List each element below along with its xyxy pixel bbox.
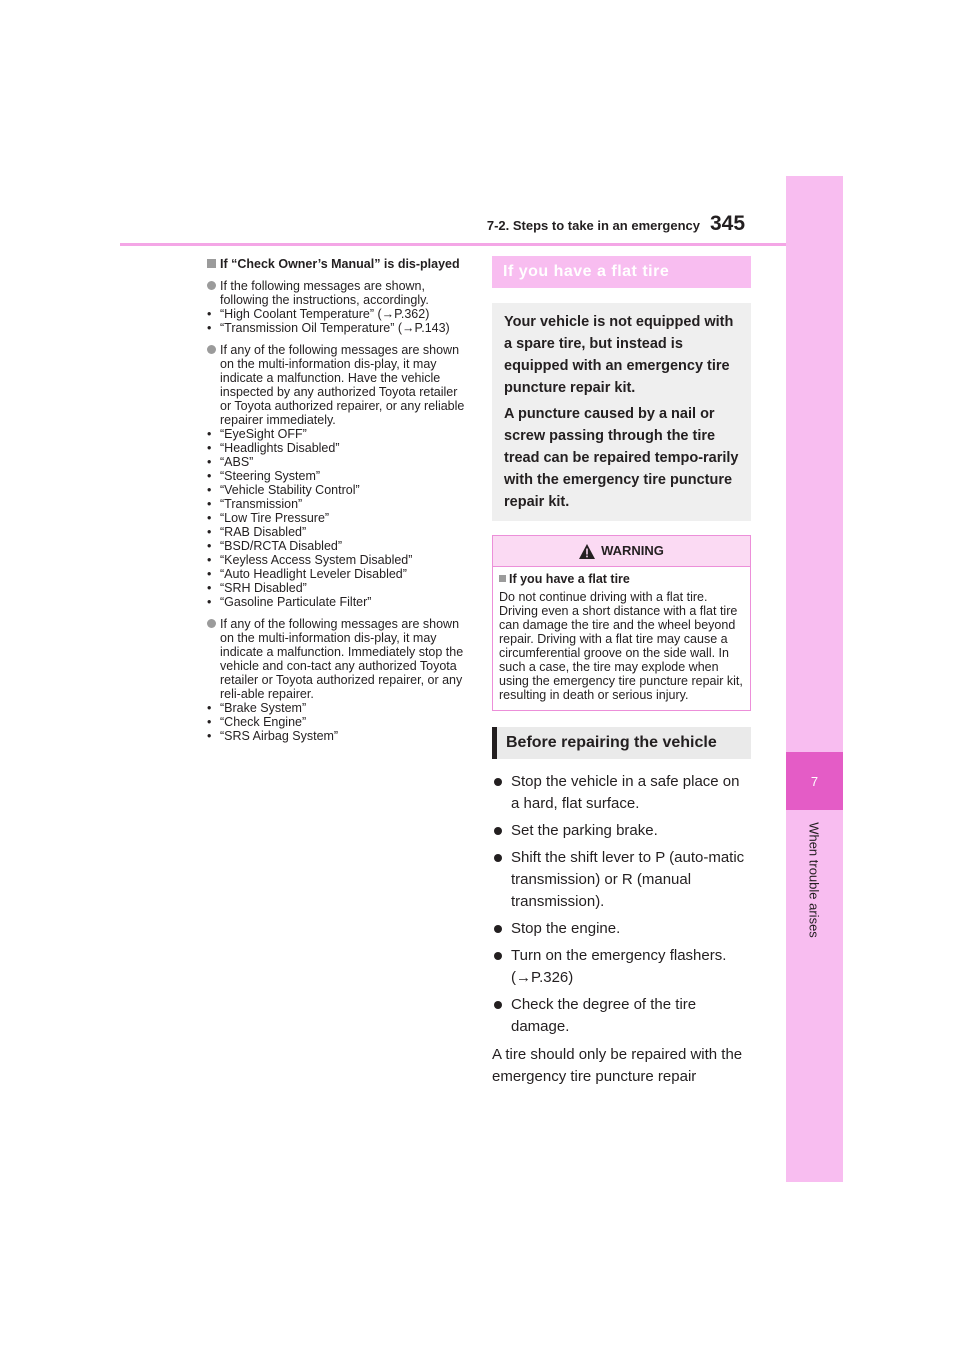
message-block-3 bbox=[207, 617, 467, 743]
flat-tire-heading: If you have a flat tire bbox=[492, 256, 751, 288]
list-item: • “Low Tire Pressure” bbox=[207, 511, 467, 525]
warning-title: WARNING bbox=[601, 543, 664, 558]
header-rule bbox=[120, 243, 786, 246]
intro-paragraph: Your vehicle is not equipped with a spare tire, but instead is equipped with an emergency tire puncture repair kit. bbox=[504, 314, 734, 396]
circle-bullet-icon bbox=[207, 345, 216, 354]
message-block-1 bbox=[207, 279, 467, 335]
subsection-heading: If “Check Owner’s Manual” is dis-played bbox=[207, 257, 467, 271]
circle-bullet-icon bbox=[207, 281, 216, 290]
list-item: • “Transmission Oil Temperature” (→P.143) bbox=[207, 321, 467, 335]
chapter-title: When trouble arises bbox=[806, 822, 822, 938]
message-block-2 bbox=[207, 343, 467, 609]
list-item: Set the parking brake. bbox=[492, 820, 751, 842]
warning-text: Do not continue driving with a flat tire. Driving even a short distance with a flat tire can damage the tire and the wheel beyond repair. Driving with a flat tire may cause a circumferential groove on the side wall. In such a case, the tire may explode when using the emergency tire puncture repair kit, resulting in death or serious injury. bbox=[499, 590, 743, 702]
list-item: • “ABS” bbox=[207, 455, 467, 469]
list-item: • “Transmission” bbox=[207, 497, 467, 511]
block-text: If the following messages are shown, following the instructions, accordingly. bbox=[220, 279, 429, 307]
list-item: Stop the vehicle in a safe place on a hard, flat surface. bbox=[492, 771, 751, 815]
block-text: If any of the following messages are shown on the multi-information dis-play, it may indicate a malfunction. Have the vehicle inspected by any authorized Toyota retailer or Toyota authorized repairer, or any reliable repairer immediately. bbox=[220, 343, 465, 427]
circle-bullet-icon bbox=[207, 619, 216, 628]
list-item: • “Check Engine” bbox=[207, 715, 467, 729]
message-list-1 bbox=[207, 307, 467, 335]
closing-paragraph: A tire should only be repaired with the emergency tire puncture repair bbox=[492, 1046, 743, 1085]
page-number: 345 bbox=[710, 212, 746, 235]
warning-triangle-icon bbox=[579, 544, 595, 559]
warning-box bbox=[492, 535, 751, 711]
message-list-2 bbox=[207, 427, 467, 609]
list-item: • “Steering System” bbox=[207, 469, 467, 483]
list-item: • “Brake System” bbox=[207, 701, 467, 715]
chapter-side-tab bbox=[786, 176, 843, 1182]
list-item: Check the degree of the tire damage. bbox=[492, 994, 751, 1038]
list-item: Stop the engine. bbox=[492, 918, 751, 940]
list-item: • “SRS Airbag System” bbox=[207, 729, 467, 743]
square-bullet-icon bbox=[207, 259, 216, 268]
list-item: • “High Coolant Temperature” (→P.362) bbox=[207, 307, 467, 321]
left-column bbox=[207, 257, 467, 743]
preparation-steps bbox=[492, 771, 751, 1038]
warning-subheading: If you have a flat tire bbox=[499, 572, 744, 586]
right-column bbox=[492, 256, 751, 1088]
chapter-number: 7 bbox=[786, 752, 843, 810]
list-item: • “Vehicle Stability Control” bbox=[207, 483, 467, 497]
list-item: • “BSD/RCTA Disabled” bbox=[207, 539, 467, 553]
block-text: If any of the following messages are shown on the multi-information dis-play, it may indicate a malfunction. Immediately stop the vehicle and con-tact any authorized Toyota retailer or Toyota authorized repairer, or any reli-able repairer. bbox=[220, 617, 464, 701]
warning-header bbox=[493, 536, 750, 567]
intro-box bbox=[492, 303, 751, 521]
message-list-3 bbox=[207, 701, 467, 743]
intro-paragraph: A puncture caused by a nail or screw passing through the tire tread can be repaired tempo-rarily with the emergency tire puncture repair kit. bbox=[504, 406, 739, 510]
list-item: • “RAB Disabled” bbox=[207, 525, 467, 539]
list-item: • “EyeSight OFF” bbox=[207, 427, 467, 441]
list-item: Shift the shift lever to P (auto-matic transmission) or R (manual transmission). bbox=[492, 847, 751, 913]
square-bullet-icon bbox=[499, 575, 506, 582]
warning-body bbox=[493, 567, 750, 710]
list-item: Turn on the emergency flashers. (→P.326) bbox=[492, 945, 751, 989]
list-item: • “SRH Disabled” bbox=[207, 581, 467, 595]
before-repairing-heading: Before repairing the vehicle bbox=[492, 727, 751, 759]
section-title: 7-2. Steps to take in an emergency bbox=[486, 218, 700, 233]
list-item: • “Gasoline Particulate Filter” bbox=[207, 595, 467, 609]
list-item: • “Headlights Disabled” bbox=[207, 441, 467, 455]
list-item: • “Keyless Access System Disabled” bbox=[207, 553, 467, 567]
list-item: • “Auto Headlight Leveler Disabled” bbox=[207, 567, 467, 581]
